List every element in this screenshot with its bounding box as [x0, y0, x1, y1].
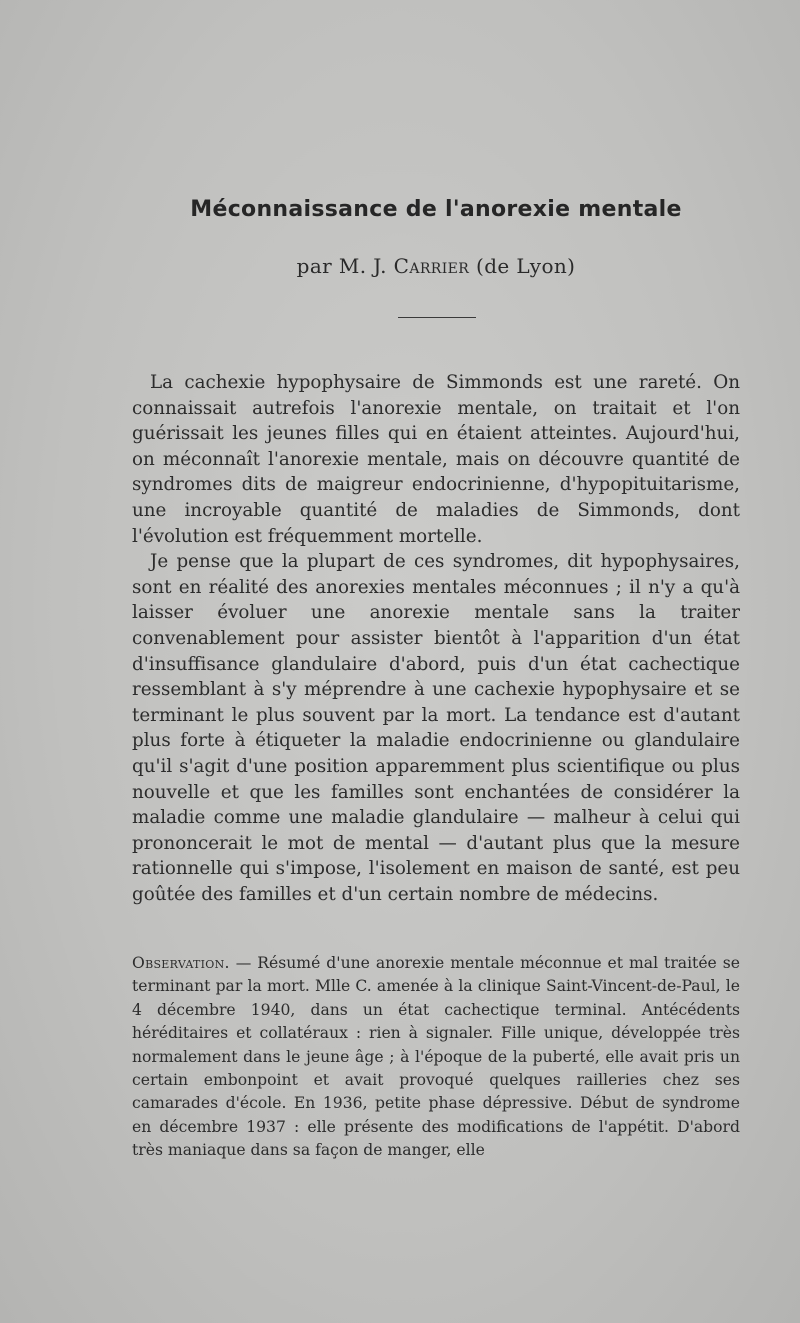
title-divider — [398, 317, 476, 318]
body-paragraph: Je pense que la plupart de ces syndromes, dit hypophysaires, sont en réalité des anorexies mentales méconnues ; il n'y a qu'à laisser évoluer une anorexie mentale sans la traiter convenablement pour assister bientôt à l'apparition d'un état d'insuffisance glandulaire d'abord, puis d'un état cachectique ressemblant à s'y méprendre à une cachexie hypophysaire et se terminant le plus souvent par la mort. La tendance est d'autant plus forte à étiqueter la maladie endocrinienne ou glandulaire qu'il s'agit d'une position apparemment plus scientifique ou plus nouvelle et que les familles sont enchantées de considérer la maladie comme une maladie glandulaire — malheur à celui qui prononcerait le mot de mental — d'autant plus que la mesure rationnelle qui s'impose, l'isolement en maison de santé, est peu goûtée des familles et d'un certain nombre de médecins. — [132, 551, 740, 905]
observation-text: — Résumé d'une anorexie mentale méconnue et mal traitée se terminant par la mort. Mlle C. amenée à la clinique Saint-Vincent-de-Paul, le 4 décembre 1940, dans un état cachectique terminal. Antécédents héréditaires et collatéraux : rien à signaler. Fille unique, développée très normalement dans le jeune âge ; à l'époque de la puberté, elle avait pris un certain embonpoint et avait provoqué quelques railleries chez ses camarades d'école. En 1936, petite phase dépressive. Début de syndrome en décembre 1937 : elle présente des modifications de l'appétit. D'abord très maniaque dans sa façon de manger, elle — [132, 954, 740, 1160]
author-name: Carrier — [393, 254, 470, 278]
author-affiliation: (de Lyon) — [476, 254, 576, 278]
observation-paragraph — [132, 952, 740, 1163]
author-line — [0, 254, 800, 278]
article-title: Méconnaissance de l'anorexie mentale — [190, 197, 682, 222]
author-prefix: par M. J. — [296, 254, 387, 278]
article-body — [132, 370, 740, 907]
body-paragraph: La cachexie hypophysaire de Simmonds est une rareté. On connaissait autrefois l'anorexie mentale, on traitait et l'on guérissait les jeunes filles qui en étaient atteintes. Aujourd'hui, on méconnaît l'anorexie mentale, mais on découvre quantité de syndromes dits de maigreur endocrinienne, d'hypopituitarisme, une incroyable quantité de maladies de Simmonds, dont l'évolution est fréquemment mortelle. — [132, 372, 740, 547]
observation-label: Observation. — [132, 954, 230, 972]
